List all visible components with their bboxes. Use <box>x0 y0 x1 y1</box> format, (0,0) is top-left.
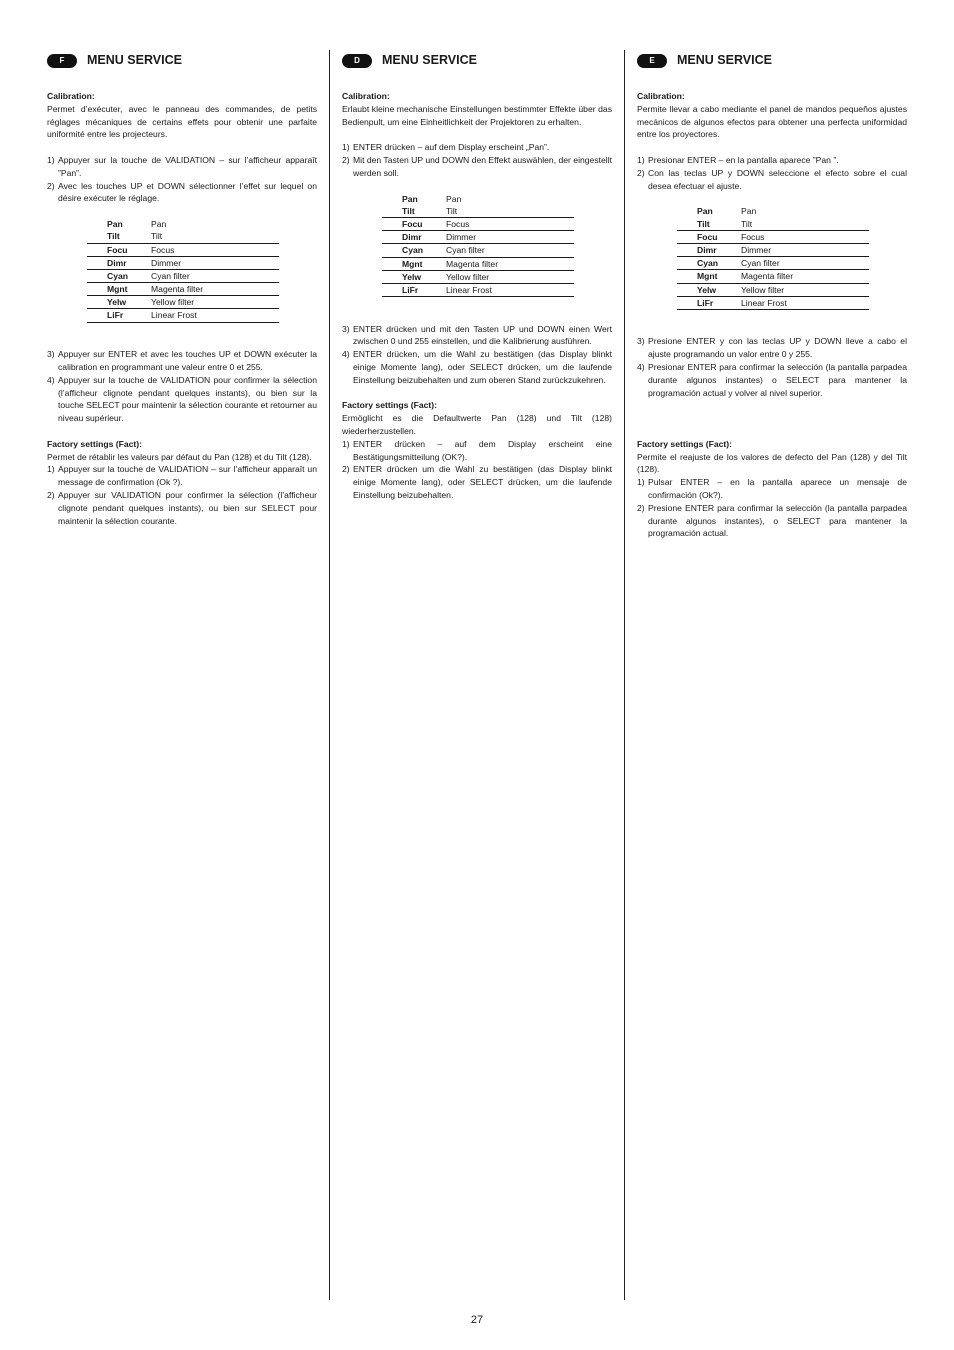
effect-code: Tilt <box>402 205 415 216</box>
section-title: MENU SERVICE <box>677 53 772 67</box>
step-number: 2) <box>342 464 350 475</box>
step-number: 1) <box>637 154 645 165</box>
step-text: Presione ENTER para confirmar la selección (la pantalla parpadea durante algunos instantes), o SELECT para mantener la programación actual. <box>648 502 907 539</box>
spacer <box>342 128 612 141</box>
effect-name: Yellow filter <box>741 284 785 295</box>
table-row <box>382 193 574 205</box>
effect-code: Pan <box>107 219 123 230</box>
step-item <box>342 323 612 349</box>
step-number: 4) <box>47 374 55 385</box>
effect-code: LiFr <box>107 310 124 321</box>
spacer <box>637 399 907 412</box>
table-row <box>677 297 869 310</box>
effect-name: Linear Frost <box>446 284 492 295</box>
effect-code: Pan <box>697 206 713 217</box>
factory-settings-heading: Factory settings (Fact): <box>342 400 438 411</box>
column-divider <box>624 50 625 1300</box>
effect-name: Magenta filter <box>446 258 499 269</box>
effects-table <box>382 193 574 298</box>
step-text: Appuyer sur VALIDATION pour confirmer la sélection (l’afficheur clignote pendant quelques instants), ou bien sur SELECT pour maintenir la sélection courante. <box>58 490 317 526</box>
step-number: 2) <box>47 180 55 191</box>
spacer <box>47 335 317 348</box>
step-text: Presione ENTER y con las teclas UP y DOWN lleve a cabo el ajuste programando un valor entre 0 y 255. <box>648 336 907 360</box>
effects-table <box>87 218 279 323</box>
table-row <box>677 218 869 231</box>
calibration-heading: Calibration: <box>637 91 685 101</box>
effect-code: Tilt <box>697 218 710 229</box>
table-row <box>382 244 574 257</box>
effect-name: Cyan filter <box>151 270 190 281</box>
effect-code: Dimr <box>697 244 717 255</box>
calibration-heading: Calibration: <box>47 91 95 101</box>
step-item <box>47 374 317 425</box>
factory-settings-intro: Permite el reajuste de los valores de defecto del Pan (128) y del Tilt (128). <box>637 451 907 475</box>
step-text: Mit den Tasten UP und DOWN den Effekt auswählen, der eingestellt werden soll. <box>353 154 612 178</box>
effect-name: Tilt <box>741 218 753 229</box>
effect-code: Cyan <box>107 270 129 281</box>
language-badge: D <box>342 54 372 68</box>
table-row <box>382 258 574 271</box>
table-row <box>87 296 279 309</box>
effect-code: Focu <box>402 218 423 229</box>
table-row <box>87 257 279 270</box>
table-row <box>677 244 869 257</box>
effect-name: Cyan filter <box>446 245 485 256</box>
table-row <box>87 218 279 230</box>
step-item <box>637 154 907 167</box>
table-row <box>677 257 869 270</box>
effect-name: Linear Frost <box>151 310 197 321</box>
effect-name: Focus <box>741 231 765 242</box>
step-item <box>47 463 317 489</box>
step-item <box>637 502 907 540</box>
spacer <box>637 310 907 323</box>
factory-settings-heading: Factory settings (Fact): <box>637 438 733 449</box>
table-row <box>87 309 279 322</box>
step-number: 4) <box>342 349 350 360</box>
table-row <box>677 205 869 217</box>
step-number: 1) <box>342 142 350 153</box>
step-number: 1) <box>342 438 350 449</box>
factory-settings-intro: Permet de rétablir les valeurs par défaut du Pan (128) et du Tilt (128). <box>47 451 312 462</box>
step-item <box>47 348 317 374</box>
table-row <box>677 270 869 283</box>
step-text: ENTER drücken – auf dem Display erscheint „Pan”. <box>353 142 550 153</box>
step-number: 3) <box>637 336 645 347</box>
effects-table <box>677 205 869 310</box>
step-text: Con las teclas UP y DOWN seleccione el efecto sobre el cual desea efectuar el ajuste. <box>648 167 907 191</box>
step-item <box>47 154 317 180</box>
calibration-intro: Permet d’exécuter, avec le panneau des commandes, de petits réglages mécaniques de certains effets pour obtenir une parfaite uniformité entre les projecteurs. <box>47 103 317 140</box>
step-item <box>637 361 907 399</box>
spacer <box>47 323 317 336</box>
step-item <box>342 348 612 386</box>
step-number: 1) <box>637 477 645 488</box>
column-spanish <box>637 50 907 540</box>
step-item <box>342 438 612 464</box>
effect-name: Yellow filter <box>446 271 490 282</box>
effect-code: LiFr <box>697 297 714 308</box>
step-item <box>342 463 612 501</box>
effect-code: Yelw <box>107 297 127 308</box>
effect-name: Cyan filter <box>741 258 780 269</box>
effect-name: Pan <box>151 219 167 230</box>
effect-code: Mgnt <box>107 284 128 295</box>
effect-code: Dimr <box>402 232 422 243</box>
column-german <box>342 50 612 502</box>
step-item <box>342 141 612 154</box>
table-row <box>382 271 574 284</box>
column-french <box>47 50 317 527</box>
effect-name: Dimmer <box>151 257 182 268</box>
step-number: 2) <box>637 502 645 513</box>
column-divider <box>329 50 330 1300</box>
table-row <box>382 218 574 231</box>
table-row <box>382 231 574 244</box>
spacer <box>637 323 907 336</box>
step-number: 2) <box>342 154 350 165</box>
factory-settings-heading: Factory settings (Fact): <box>47 438 143 449</box>
effect-code: Tilt <box>107 231 120 242</box>
spacer <box>342 297 612 310</box>
step-text: Avec les touches UP et DOWN sélectionner l’effet sur lequel on désire exécuter le réglage. <box>58 180 317 204</box>
factory-settings-intro: Ermöglicht es die Defaultwerte Pan (128) und Tilt (128) wiederherzustellen. <box>342 413 612 437</box>
step-text: Appuyer sur la touche de VALIDATION pour confirmer la sélection (l’afficheur clignote pendant quelques instants), ou bien sur la touche SELECT pour maintenir la sélection courante et retourner au niveau supérieur. <box>58 374 317 424</box>
step-number: 1) <box>47 154 55 165</box>
step-item <box>637 476 907 502</box>
calibration-heading: Calibration: <box>342 91 390 101</box>
calibration-intro: Erlaubt kleine mechanische Einstellungen bestimmter Effekte über das Bedienpult, um eine Einheitlichkeit der Projektoren zu erhalten. <box>342 103 612 127</box>
step-item <box>47 489 317 527</box>
effect-name: Yellow filter <box>151 297 195 308</box>
step-item <box>47 180 317 206</box>
step-number: 3) <box>47 349 55 360</box>
step-text: Appuyer sur la touche de VALIDATION – sur l’afficheur apparaît un message de confirmation (Ok ?). <box>58 464 317 488</box>
effect-name: Tilt <box>446 205 458 216</box>
effect-code: Cyan <box>402 245 424 256</box>
step-text: ENTER drücken und mit den Tasten UP und DOWN einen Wert zwischen 0 und 255 einstellen, und die Kalibrierung ausführen. <box>353 323 612 347</box>
effect-name: Dimmer <box>446 232 477 243</box>
effect-name: Focus <box>151 244 175 255</box>
spacer <box>47 425 317 438</box>
table-row <box>382 284 574 297</box>
step-text: Appuyer sur la touche de VALIDATION – sur l’afficheur apparaît ”Pan”. <box>58 154 317 178</box>
table-row <box>87 283 279 296</box>
step-text: Pulsar ENTER – en la pantalla aparece un mensaje de confirmación (Ok?). <box>648 477 907 501</box>
spacer <box>637 412 907 425</box>
step-item <box>637 335 907 361</box>
effect-name: Pan <box>741 206 757 217</box>
calibration-intro: Permite llevar a cabo mediante el panel de mandos pequeños ajustes mecánicos de algunos efectos para obtener una perfecta uniformidad entre los proyectores. <box>637 103 907 140</box>
effect-code: Focu <box>697 231 718 242</box>
spacer <box>637 425 907 438</box>
spacer <box>47 141 317 154</box>
effect-name: Pan <box>446 193 462 204</box>
spacer <box>342 387 612 400</box>
step-number: 1) <box>47 464 55 475</box>
table-row <box>677 231 869 244</box>
step-text: ENTER drücken um die Wahl zu bestätigen (das Display blinkt einige Momente lang), oder SELECT drücken, um die laufende Einstellung beizubehalten. <box>353 464 612 501</box>
step-text: Presionar ENTER para confirmar la selección (la pantalla parpadea durante algunos instantes) o SELECT para mantener la programación actual y volver al nivel superior. <box>648 362 907 398</box>
table-row <box>677 284 869 297</box>
effect-name: Focus <box>446 218 470 229</box>
page-number: 27 <box>470 1314 484 1326</box>
effect-code: Mgnt <box>402 258 423 269</box>
step-text: ENTER drücken, um die Wahl zu bestätigen (das Display blinkt einige Momente lang), oder SELECT drücken, um die laufende Einstellung beizubehalten und zum oberen Stand zurückzukehren. <box>353 349 612 385</box>
effect-name: Magenta filter <box>741 271 794 282</box>
effect-code: Yelw <box>697 284 717 295</box>
table-row <box>87 230 279 243</box>
effect-code: Dimr <box>107 257 127 268</box>
section-header <box>342 50 612 70</box>
effect-name: Dimmer <box>741 244 772 255</box>
effect-code: Focu <box>107 244 128 255</box>
table-row <box>382 205 574 218</box>
step-item <box>637 167 907 193</box>
step-text: Presionar ENTER – en la pantalla aparece ”Pan ”. <box>648 154 839 165</box>
section-title: MENU SERVICE <box>382 53 477 67</box>
language-badge: F <box>47 54 77 68</box>
section-header <box>637 50 907 70</box>
effect-code: Pan <box>402 193 418 204</box>
effect-name: Tilt <box>151 231 163 242</box>
table-row <box>87 270 279 283</box>
section-header <box>47 50 317 70</box>
effect-code: Mgnt <box>697 271 718 282</box>
effect-code: Cyan <box>697 258 719 269</box>
step-number: 2) <box>47 490 55 501</box>
step-number: 3) <box>342 323 350 334</box>
step-text: Appuyer sur ENTER et avec les touches UP et DOWN exécuter la calibration en programmant une valeur entre 0 et 255. <box>58 349 317 373</box>
step-item <box>342 154 612 180</box>
section-title: MENU SERVICE <box>87 53 182 67</box>
effect-code: LiFr <box>402 284 419 295</box>
step-number: 4) <box>637 362 645 373</box>
effect-code: Yelw <box>402 271 422 282</box>
effect-name: Linear Frost <box>741 297 787 308</box>
spacer <box>637 141 907 154</box>
table-row <box>87 244 279 257</box>
step-number: 2) <box>637 167 645 178</box>
effect-name: Magenta filter <box>151 284 204 295</box>
spacer <box>342 310 612 323</box>
language-badge: E <box>637 54 667 68</box>
step-text: ENTER drücken – auf dem Display erscheint eine Bestätigungsmitteilung (OK?). <box>353 438 612 462</box>
